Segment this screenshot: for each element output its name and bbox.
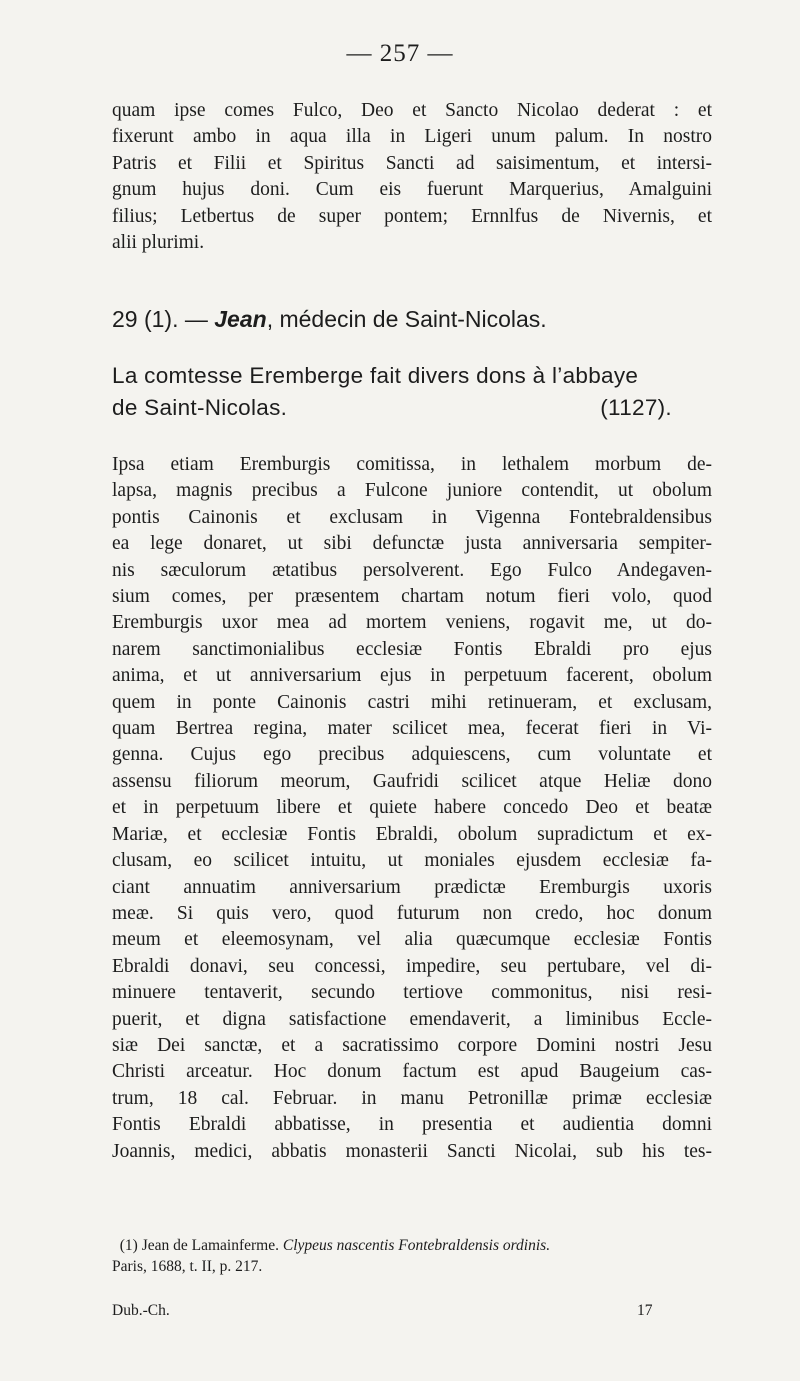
text-line: filius; Letbertus de super pontem; Ernnlfus de Nivernis, et [112,205,712,227]
text-line: siæ Dei sanctæ, et a sacratissimo corpore Domini nostri Jesu [112,1034,712,1056]
text-line: pontis Cainonis et exclusam in Vigenna Fontebraldensibus [112,506,712,528]
text-line: anima, et ut anniversarium ejus in perpetuum facerent, obolum [112,665,712,687]
text-line: meæ. Si quis vero, quod futurum non credo, hoc donum [112,902,712,924]
document-date: (1127). [600,395,672,420]
text-line: meum et eleemosynam, vel alia quæcumque ecclesiæ Fontis [112,929,712,951]
text-line: ea lege donaret, ut sibi defunctæ justa anniversaria sempiter- [112,533,712,555]
sheet-signature: Dub.-Ch. [112,1302,170,1319]
sheet-number: 17 [637,1302,653,1319]
footnote [112,1235,712,1277]
intro-paragraph [112,98,712,256]
text-line: lapsa, magnis precibus a Fulcone juniore contendit, ut obolum [112,480,712,502]
text-line: sium comes, per præsentem chartam notum fieri volo, quod [112,586,712,608]
text-line: minuere tentaverit, secundo tertiove commonitus, nisi resi- [112,982,712,1004]
text-line: et in perpetuum libere et quiete habere concedo Deo et beatæ [112,797,712,819]
footnote-author: Jean de Lamainferme. [141,1237,279,1254]
text-line: Ebraldi donavi, seu concessi, impedire, seu pertubare, vel di- [112,955,712,977]
heading-title: , médecin de Saint-Nicolas. [266,306,547,332]
text-line: quam Bertrea regina, mater scilicet mea, fecerat fieri in Vi- [112,718,712,740]
heading-dash: — [184,306,208,332]
heading-name: Jean [214,306,267,332]
text-line: puerit, et digna satisfactione emendaverit, a liminibus Eccle- [112,1008,712,1030]
document-number: 29 (1). [112,306,179,332]
footnote-imprint: Paris, 1688, t. II, p. 217. [112,1258,263,1275]
text-line: quam ipse comes Fulco, Deo et Sancto Nicolao dederat : et [112,100,712,121]
page-number: — 257 — [346,40,454,67]
text-line: Ipsa etiam Eremburgis comitissa, in lethalem morbum de- [112,454,712,475]
text-line: trum, 18 cal. Februar. in manu Petronillæ primæ ecclesiæ [112,1087,712,1109]
summary-line-with-date [112,392,672,424]
text-line: alii plurimi. [112,232,205,254]
footnote-work-title: Clypeus nascentis Fontebraldensis ordinis. [282,1237,551,1254]
text-line: Joannis, medici, abbatis monasterii Sancti Nicolai, sub his tes- [112,1140,712,1162]
document-summary [112,360,712,424]
text-line: gnum hujus doni. Cum eis fuerunt Marquerius, Amalguini [112,179,712,201]
text-line: Mariæ, et ecclesiæ Fontis Ebraldi, obolum supradictum et ex- [112,823,712,845]
text-line: Eremburgis uxor mea ad mortem veniens, rogavit me, ut do- [112,612,712,634]
document-heading [112,306,712,333]
summary-line: La comtesse Eremberge fait divers dons à l’abbaye [112,363,639,388]
footnote-marker: (1) [119,1237,138,1254]
text-line: genna. Cujus ego precibus adquiescens, cum voluntate et [112,744,712,766]
charter-text [112,452,712,1165]
text-line: clusam, eo scilicet intuitu, ut moniales ejusdem ecclesiæ fa- [112,850,712,872]
text-line: nis sæculorum ætatibus persolverent. Ego Fulco Andegaven- [112,559,712,581]
text-line: Patris et Filii et Spiritus Sancti ad saisimentum, et intersi- [112,152,712,174]
text-line: assensu filiorum meorum, Gaufridi scilicet atque Heliæ dono [112,770,712,792]
text-line: narem sanctimonialibus ecclesiæ Fontis Ebraldi pro ejus [112,638,712,660]
text-line: Christi arceatur. Hoc donum factum est apud Baugeium cas- [112,1061,712,1083]
text-line: Fontis Ebraldi abbatisse, in presentia et audientia domni [112,1114,712,1136]
text-line: ciant annuatim anniversarium prædictæ Eremburgis uxoris [112,876,712,898]
summary-line: de Saint-Nicolas. [112,395,288,420]
text-line: fixerunt ambo in aqua illa in Ligeri unum palum. In nostro [112,126,712,148]
text-line: quem in ponte Cainonis castri mihi retinueram, et exclusam, [112,691,712,713]
